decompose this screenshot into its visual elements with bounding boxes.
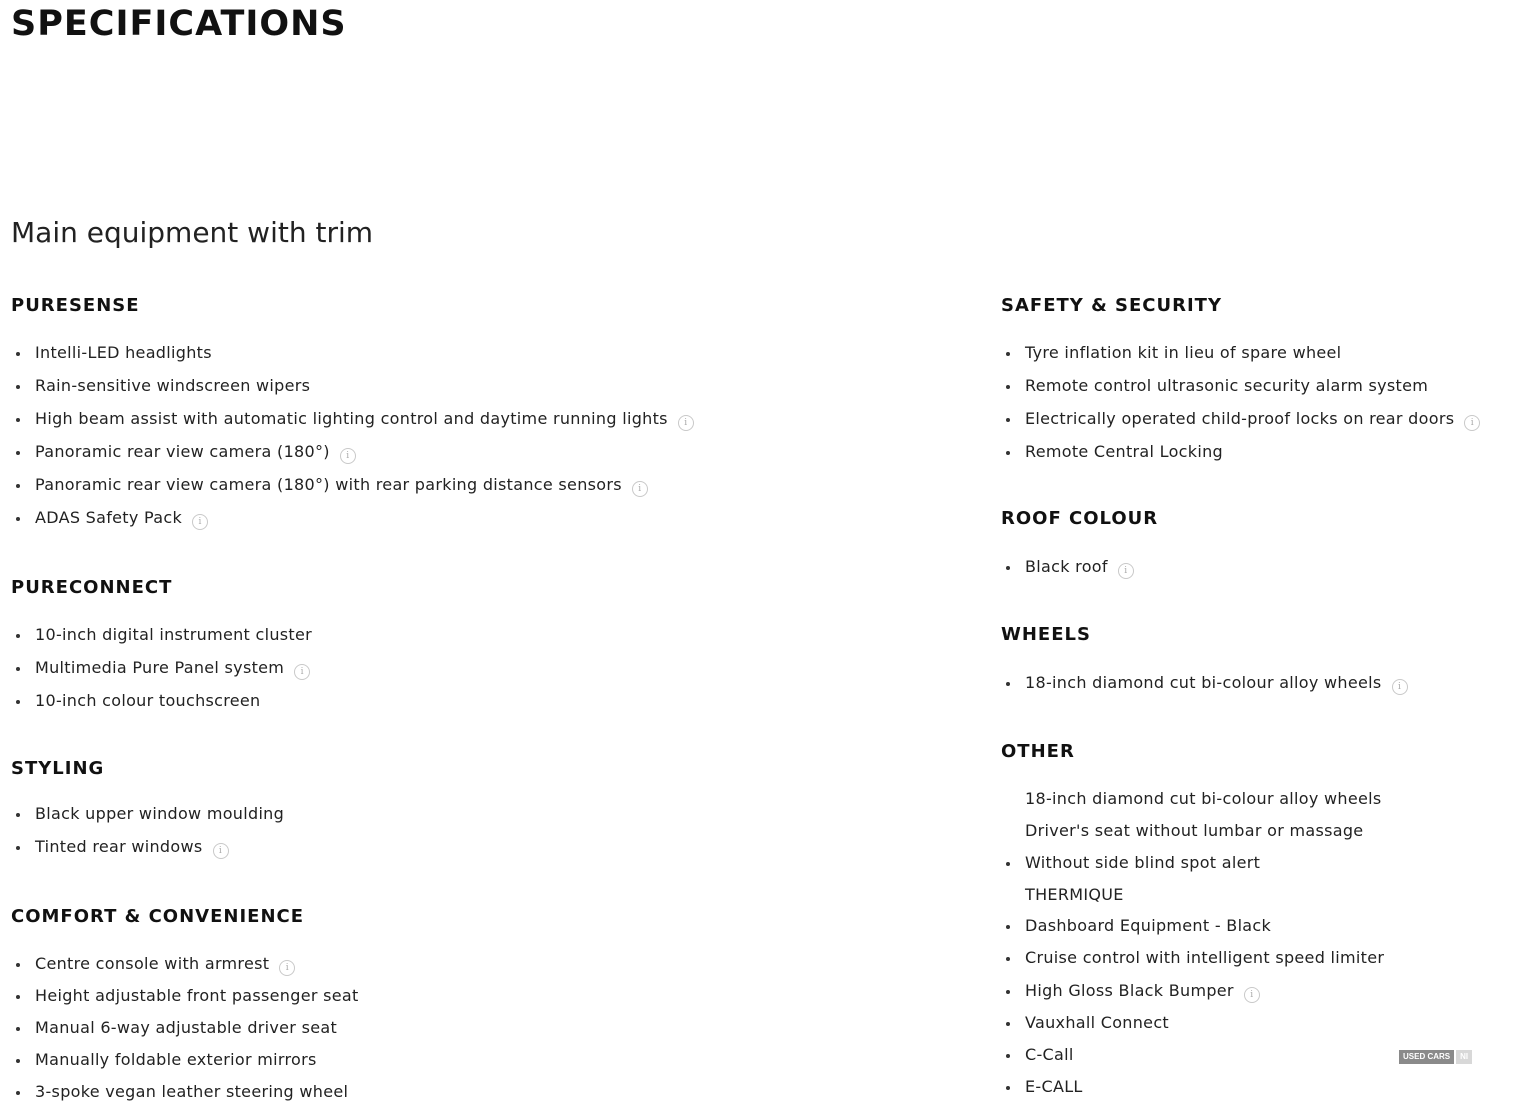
feature-list xyxy=(11,803,284,869)
list-item xyxy=(1001,884,1384,915)
list-item xyxy=(11,1017,359,1049)
item-label: Multimedia Pure Panel system xyxy=(35,658,285,677)
list-item xyxy=(1001,947,1384,980)
item-label: 10-inch colour touchscreen xyxy=(35,691,261,710)
section-heading: PURESENSE xyxy=(11,295,140,316)
list-item xyxy=(11,474,694,507)
feature-list xyxy=(1001,556,1158,578)
info-icon[interactable]: i xyxy=(279,960,295,976)
list-item xyxy=(11,1049,359,1081)
section-wheels xyxy=(1001,623,1408,694)
feature-list xyxy=(1001,672,1408,694)
list-item xyxy=(1001,441,1480,463)
feature-list xyxy=(1001,342,1480,463)
section-puresense xyxy=(11,294,694,540)
section-other xyxy=(1001,740,1384,1098)
item-label: Manually foldable exterior mirrors xyxy=(35,1050,317,1069)
section-heading: OTHER xyxy=(1001,741,1075,762)
list-item xyxy=(11,985,359,1017)
item-label: C-Call xyxy=(1025,1045,1074,1064)
item-label: Intelli-LED headlights xyxy=(35,343,212,362)
item-label: THERMIQUE xyxy=(1025,885,1124,904)
list-item xyxy=(1001,672,1408,694)
list-item xyxy=(1001,915,1384,947)
item-label: Centre console with armrest xyxy=(35,954,270,973)
list-item xyxy=(11,836,284,869)
list-item xyxy=(11,953,359,985)
info-icon[interactable]: i xyxy=(1392,679,1408,695)
item-label: Electrically operated child-proof locks on rear doors xyxy=(1025,409,1455,428)
item-label: Panoramic rear view camera (180°) xyxy=(35,442,330,461)
list-item xyxy=(1001,820,1384,852)
feature-list xyxy=(11,953,359,1103)
list-item xyxy=(11,657,312,690)
section-heading: WHEELS xyxy=(1001,624,1091,645)
item-label: Black roof xyxy=(1025,557,1108,576)
section-subtitle: Main equipment with trim xyxy=(11,216,374,249)
feature-list xyxy=(11,624,312,723)
section-heading: ROOF COLOUR xyxy=(1001,508,1159,529)
item-label: 18-inch diamond cut bi-colour alloy wheels xyxy=(1025,673,1382,692)
watermark-text: USED CARS xyxy=(1399,1050,1454,1064)
section-safety-security xyxy=(1001,294,1480,463)
info-icon[interactable]: i xyxy=(294,664,310,680)
section-pureconnect xyxy=(11,576,312,723)
list-item xyxy=(11,342,694,375)
info-icon[interactable]: i xyxy=(1118,563,1134,579)
info-icon[interactable]: i xyxy=(678,415,694,431)
watermark-text: NI xyxy=(1456,1050,1472,1064)
info-icon[interactable]: i xyxy=(1464,415,1480,431)
info-icon[interactable]: i xyxy=(192,514,208,530)
item-label: Manual 6-way adjustable driver seat xyxy=(35,1018,338,1037)
list-item xyxy=(11,624,312,657)
list-item xyxy=(1001,1076,1384,1098)
info-icon[interactable]: i xyxy=(632,481,648,497)
item-label: Without side blind spot alert xyxy=(1025,853,1261,872)
item-label: E-CALL xyxy=(1025,1077,1083,1096)
feature-list xyxy=(11,342,694,540)
item-label: 3-spoke vegan leather steering wheel xyxy=(35,1082,349,1101)
item-label: Tyre inflation kit in lieu of spare wheel xyxy=(1025,343,1342,362)
list-item xyxy=(1001,342,1480,375)
section-heading: COMFORT & CONVENIENCE xyxy=(11,906,305,927)
list-item xyxy=(11,1081,359,1103)
item-label: Panoramic rear view camera (180°) with rear parking distance sensors xyxy=(35,475,622,494)
item-label: Tinted rear windows xyxy=(35,837,203,856)
item-label: 10-inch digital instrument cluster xyxy=(35,625,313,644)
list-item xyxy=(1001,852,1384,884)
list-item xyxy=(1001,1012,1384,1044)
item-label: Driver's seat without lumbar or massage xyxy=(1025,821,1364,840)
list-item xyxy=(1001,375,1480,408)
list-item xyxy=(11,690,312,723)
section-heading: STYLING xyxy=(11,758,105,779)
item-label: Cruise control with intelligent speed limiter xyxy=(1025,948,1385,967)
list-item xyxy=(11,803,284,836)
item-label: Dashboard Equipment - Black xyxy=(1025,916,1272,935)
watermark-logo xyxy=(1399,1050,1472,1064)
list-item xyxy=(11,408,694,441)
section-roof-colour xyxy=(1001,507,1158,578)
page-title: SPECIFICATIONS xyxy=(11,4,347,44)
item-label: Vauxhall Connect xyxy=(1025,1013,1169,1032)
item-label: Rain-sensitive windscreen wipers xyxy=(35,376,311,395)
info-icon[interactable]: i xyxy=(1244,987,1260,1003)
item-label: High Gloss Black Bumper xyxy=(1025,981,1234,1000)
list-item xyxy=(1001,788,1384,820)
section-heading: PURECONNECT xyxy=(11,577,173,598)
info-icon[interactable]: i xyxy=(340,448,356,464)
list-item xyxy=(1001,556,1158,578)
section-heading: SAFETY & SECURITY xyxy=(1001,295,1222,316)
list-item xyxy=(11,441,694,474)
item-label: Height adjustable front passenger seat xyxy=(35,986,359,1005)
list-item xyxy=(1001,408,1480,441)
list-item xyxy=(1001,1044,1384,1076)
item-label: Remote Central Locking xyxy=(1025,442,1223,461)
section-styling xyxy=(11,757,284,869)
item-label: 18-inch diamond cut bi-colour alloy wheels xyxy=(1025,789,1382,808)
feature-list xyxy=(1001,788,1384,1098)
list-item xyxy=(1001,980,1384,1012)
list-item xyxy=(11,507,694,540)
item-label: Black upper window moulding xyxy=(35,804,285,823)
section-comfort-convenience xyxy=(11,905,359,1103)
item-label: Remote control ultrasonic security alarm system xyxy=(1025,376,1429,395)
list-item xyxy=(11,375,694,408)
info-icon[interactable]: i xyxy=(213,843,229,859)
item-label: ADAS Safety Pack xyxy=(35,508,183,527)
item-label: High beam assist with automatic lighting control and daytime running lights xyxy=(35,409,668,428)
